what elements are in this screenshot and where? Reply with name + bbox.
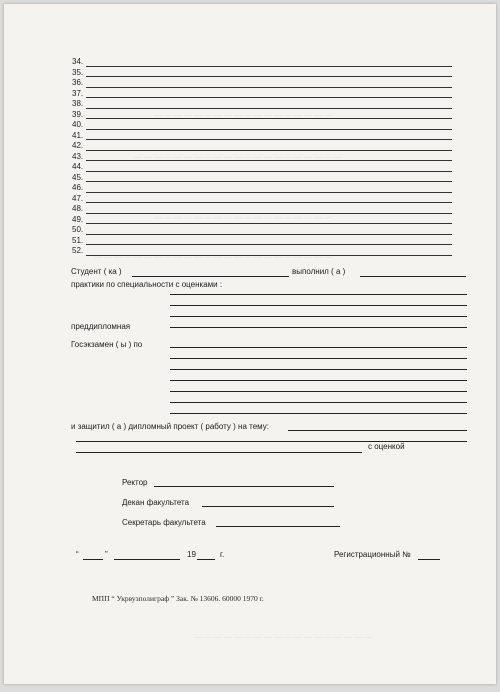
list-item [72, 162, 452, 173]
secretary-signature-field[interactable] [216, 526, 340, 527]
grade-label: с оценкой [368, 442, 405, 451]
fill-line [86, 87, 452, 88]
fill-line [86, 150, 452, 151]
student-name-field[interactable] [132, 276, 289, 277]
year-field[interactable] [197, 559, 215, 560]
list-item [72, 99, 452, 110]
list-item [72, 215, 452, 226]
fill-line [86, 171, 452, 172]
practice-grade-line[interactable] [170, 294, 467, 295]
defense-topic-field[interactable] [288, 430, 467, 431]
list-item [72, 225, 452, 236]
row-number: 51. [72, 235, 84, 245]
defense-topic-line[interactable] [76, 441, 467, 442]
state-exam-line[interactable] [170, 358, 467, 359]
fill-line [86, 234, 452, 235]
bleed-through-text: — — — — — — — — — — — — — — — — — — [154, 112, 332, 121]
row-number: 46. [72, 183, 84, 192]
row-number: 38. [72, 99, 84, 108]
rector-signature-field[interactable] [154, 486, 334, 487]
numbered-lines [72, 57, 452, 257]
row-number: 34. [72, 57, 84, 66]
bleed-through-text: — — — — — — — — — — — — — — — — — — [154, 214, 332, 223]
fill-line [86, 97, 452, 98]
state-exam-line[interactable] [170, 380, 467, 381]
defense-topic-line[interactable] [76, 452, 362, 453]
row-number: 39. [72, 109, 84, 119]
prediploma-label: преддипломная [71, 322, 131, 331]
practice-grade-line[interactable] [170, 316, 467, 317]
date-close-quote: ” [105, 550, 108, 559]
day-field[interactable] [83, 559, 103, 560]
fill-line [86, 160, 452, 161]
row-number: 42. [72, 141, 84, 150]
state-exam-line[interactable] [170, 391, 467, 392]
fill-line [86, 213, 452, 214]
fill-line [86, 66, 452, 67]
dean-label: Декан факультета [122, 498, 190, 507]
student-label: Студент ( ка ) [71, 267, 122, 276]
row-number: 52. [72, 246, 84, 255]
state-exam-line[interactable] [170, 369, 467, 370]
list-item [72, 246, 452, 257]
list-item [72, 204, 452, 215]
row-number: 45. [72, 172, 84, 182]
practice-grade-line[interactable] [170, 327, 467, 328]
list-item [72, 131, 452, 142]
printer-footer: МПП “ Укрвузполиграф ” Зак. № 13606. 60000 1970 г. [92, 594, 264, 603]
completed-field[interactable] [360, 276, 466, 277]
list-item [72, 236, 452, 247]
list-item [72, 152, 452, 163]
row-number: 48. [72, 204, 84, 213]
list-item [72, 183, 452, 194]
date-open-quote: “ [76, 550, 79, 559]
year-suffix: г. [220, 550, 225, 559]
row-number: 40. [72, 120, 84, 129]
row-number: 47. [72, 193, 84, 203]
fill-line [86, 139, 452, 140]
fill-line [86, 76, 452, 77]
rector-label: Ректор [122, 478, 148, 487]
bleed-through-text: — — — — — — — — — — — — — — — — — — — — — — — — [94, 254, 332, 263]
practice-grade-line[interactable] [170, 305, 467, 306]
state-exam-line[interactable] [170, 413, 467, 414]
fill-line [86, 202, 452, 203]
fill-line [86, 108, 452, 109]
bleed-through-text: — — — — — — — — — — — — — — — — — — [194, 634, 372, 643]
fill-line [86, 192, 452, 193]
list-item [72, 110, 452, 121]
list-item [72, 194, 452, 205]
list-item [72, 68, 452, 79]
fill-line [86, 118, 452, 119]
list-item [72, 89, 452, 100]
row-number: 35. [72, 67, 84, 77]
completed-label: выполнил ( а ) [292, 267, 346, 276]
fill-line [86, 129, 452, 130]
fill-line [86, 255, 452, 256]
dean-signature-field[interactable] [202, 506, 334, 507]
year-prefix: 19 [187, 550, 196, 559]
list-item [72, 173, 452, 184]
row-number: 49. [72, 214, 84, 224]
row-number: 41. [72, 130, 84, 140]
fill-line [86, 223, 452, 224]
list-item [72, 141, 452, 152]
practice-label: практики по специальности с оценками : [71, 280, 223, 289]
row-number: 44. [72, 162, 84, 171]
list-item [72, 57, 452, 68]
registration-label: Регистрационный № [334, 550, 411, 559]
list-item [72, 120, 452, 131]
bleed-through-text: — — — — — — — — — — — — — — — — — — — — — [134, 154, 342, 163]
secretary-label: Секретарь факультета [122, 518, 206, 527]
row-number: 43. [72, 151, 84, 161]
fill-line [86, 181, 452, 182]
row-number: 50. [72, 225, 84, 234]
list-item [72, 78, 452, 89]
registration-number-field[interactable] [418, 559, 440, 560]
row-number: 37. [72, 88, 84, 98]
defense-label: и защитил ( а ) дипломный проект ( работу ) на тему: [71, 422, 269, 431]
fill-line [86, 244, 452, 245]
state-exam-label: Госэкзамен ( ы ) по [71, 340, 143, 349]
state-exam-line[interactable] [170, 402, 467, 403]
row-number: 36. [72, 78, 84, 87]
document-page [4, 4, 496, 684]
state-exam-line[interactable] [170, 347, 467, 348]
month-field[interactable] [114, 559, 180, 560]
